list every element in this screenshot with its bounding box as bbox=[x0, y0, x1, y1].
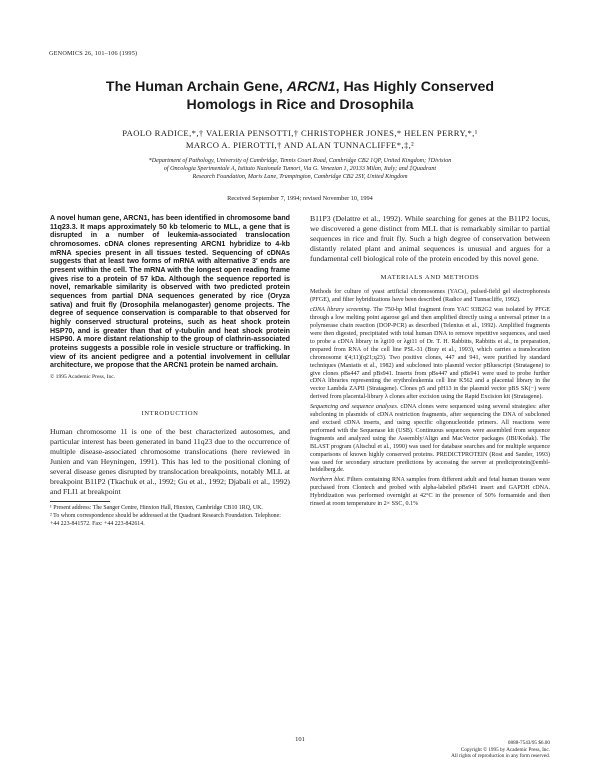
methods-text-sequencing: cDNA clones were sequenced using several strategies: after subcloning in plasmids of cDNA restriction fragments, after sequencing the DNA of subcloned and excised cDNA inserts, and using specific oligonucleotide primers. All reactions were performed with the Sequenase kit (USB). Continuous sequences were assembled from sequence fragments and analyzed using the Assembly/Align and MacVector packages (IBI/Kodak). The BLAST program (Altschul et al., 1990) was used for database searches and for multiple sequence comparisons of known highly conserved proteins. PREDICTPROTEIN (Rost and Sander, 1993) was used for secondary structure predictions by accessing the server at predictprotein@embl-heidelberg.de. bbox=[310, 404, 551, 474]
page-number: 101 bbox=[295, 736, 305, 743]
methods-paragraph-4 bbox=[310, 477, 550, 509]
introduction-continued: B11P3 (Delattre et al., 1992). While searching for genes at the B11P2 locus, we discovered a gene distinct from MLL that is remarkably similar to partial sequences in rice and fruit fly. Such a high degree of conservation between distantly related plant and animal sequences is unusual and argues for a fundamental cell biological role of the protein encoded by this novel gene. bbox=[310, 214, 550, 264]
running-head: GENOMICS 26, 101–106 (1995) bbox=[49, 50, 138, 57]
left-column bbox=[50, 214, 290, 528]
methods-heading: MATERIALS AND METHODS bbox=[380, 274, 480, 282]
methods-paragraph-3 bbox=[310, 404, 550, 475]
footnote-divider bbox=[50, 501, 110, 502]
abstract-copyright: © 1995 Academic Press, Inc. bbox=[50, 373, 116, 380]
copyright-footer-line1: 0888-7543/95 $6.00 bbox=[507, 740, 550, 746]
author-list bbox=[40, 127, 560, 151]
affiliation-line1: *Department of Pathology, University of Cambridge, Tennis Court Road, Cambridge CB2 1QP, United Kingdom; †Division bbox=[148, 158, 452, 164]
copyright-footer bbox=[440, 740, 550, 760]
right-column bbox=[310, 214, 550, 511]
methods-text-cdna: The 750-bp MluI fragment from YAC 93B2G2 was isolated by PFGE through a low melting point agarose gel and then amplified directly using a universal primer in a polymerase chain reaction (DOP-PCR) as described (Telenius et al., 1992). Amplified fragments were then digested, precipitated with total human DNA to remove repetitive sequences, and used to probe a cDNA library in λgt10 or λgt11 of Dr. T. H. Rabbitts, Rabbitts et al., in preparation, prepared from RNA of the cell line PSL-31 (Bray et al., 1993), which carries a translocation chromosome t(4;11)(q21;q23). Two positive clones, 447 and 941, were purified by standard techniques (Maniatis et al., 1982) and subcloned into plasmid vector pBluescript (Stratagene) to give clones pBs447 and pBs941. Inserts from pBs447 and pBs941 were used to probe further cDNA libraries representing the erythroleukemia cell line K562 and a placental library in the vector Lambda ZAPII (Stratagene). Clones p5 and pH13 in the plasmid vector pBS SK(−) were derived from placental-library λ clones after excision using the Rapid Excision kit (Stratagene). bbox=[310, 307, 550, 401]
copyright-footer-line3: All rights of reproduction in any form reserved. bbox=[451, 753, 550, 760]
methods-text-northern: Filters containing RNA samples from different adult and fetal human tissues were purchased from Clontech and probed with alpha-labeled pBs941 insert and GAPDH cDNA. Hybridization was performed overnight at 42°C in the presence of 50% formamide and then rinsed at room temperature in 2× SSC, 0.1% bbox=[310, 477, 551, 508]
methods-paragraph-1: Methods for culture of yeast artificial chromosomes (YACs), pulsed-field gel electrophoresis (PFGE), and filter hybridizations have been described (Radice and Tunnacliffe, 1992). bbox=[310, 289, 550, 304]
affiliations bbox=[40, 157, 560, 182]
title-line2: Homologs in Rice and Drosophila bbox=[186, 97, 414, 113]
abstract: A novel human gene, ARCN1, has been identified in chromosome band 11q23.3. It maps approximately 50 kb telomeric to MLL, a gene that is disrupted in a number of leukemia-associated translocation chromosomes. cDNA clones representing ARCN1 hybridize to 4-kb mRNA species present in all tissues tested. Sequencing of cDNAs suggests that at least two forms of mRNA with alternative 3′ ends are present within the cell. The mRNA with the longest open reading frame gives rise to a protein of 57 kDa. Although the sequence reported is novel, remarkable similarity is observed with two predicted protein sequences from partial DNA sequences generated by rice (Oryza sativa) and fruit fly (Drosophila melanogaster) genome projects. The degree of sequence conservation is comparable to that observed for highly conserved structural proteins, such as heat shock protein HSP70, and is greater than that of γ-tubulin and heat shock protein HSP90. A more distant relationship to the group of clathrin-associated proteins suggests a possible role in vesicle structure or trafficking. In view of its ancient pedigree and a potential involvement in cellular architecture, we propose that the ARCN1 protein be named archain. bbox=[50, 214, 290, 370]
title-part2: , Has Highly Conserved bbox=[335, 79, 495, 95]
introduction-text: Human chromosome 11 is one of the best characterized autosomes, and particular interest has been generated in band 11q23 due to the occurrence of multiple disease-associated chromosome translocations (here reviewed in Junien and van Heyningen, 1991). This has led to the positional cloning of several disease genes disrupted by translocation breakpoints, notably MLL at breakpoint B11P2 (Tkachuk et al., 1992; Gu et al., 1992; Djabali et al., 1992) and FLI1 at breakpoint bbox=[50, 426, 290, 497]
title-gene: ARCN1 bbox=[286, 79, 336, 95]
methods-paragraph-2 bbox=[310, 307, 550, 402]
copyright-footer-line2: Copyright © 1995 by Academic Press, Inc. bbox=[460, 746, 550, 753]
authors-line2: MARCO A. PIEROTTI,† AND ALAN TUNNACLIFFE*,‡,² bbox=[185, 140, 415, 150]
methods-subheading-northern: Northern blot. bbox=[310, 477, 346, 484]
footnote-2: ² To whom correspondence should be addressed at the Quadrant Research Foundation. Telephone: +44 223-841572. Fax: +44 223-842614. bbox=[50, 513, 281, 527]
methods-subheading-cdna: cDNA library screening. bbox=[310, 307, 372, 314]
footnote-1: ¹ Present address: The Sanger Centre, Hinxton Hall, Hinxton, Cambridge CB10 1RQ, UK. bbox=[50, 505, 263, 512]
methods-subheading-sequencing: Sequencing and sequence analyses. bbox=[310, 404, 399, 411]
affiliation-line2: of Oncologia Sperimentale A, Istituto Nazionale Tumori, Via G. Venezian 1, 20133 Milan, Italy; and ‡Quadrant bbox=[163, 166, 437, 173]
title-part1: The Human Archain Gene, bbox=[105, 79, 287, 95]
received-dates: Received September 7, 1994; revised November 10, 1994 bbox=[227, 195, 373, 202]
article-title bbox=[40, 78, 560, 114]
affiliation-line3: Research Foundation, Maris Lane, Trumpington, Cambridge CB2 2SY, United Kingdom bbox=[192, 174, 408, 181]
authors-line1: PAOLO RADICE,*,† VALERIA PENSOTTI,† CHRISTOPHER JONES,* HELEN PERRY,*,¹ bbox=[122, 128, 478, 138]
introduction-heading: INTRODUCTION bbox=[141, 409, 199, 417]
